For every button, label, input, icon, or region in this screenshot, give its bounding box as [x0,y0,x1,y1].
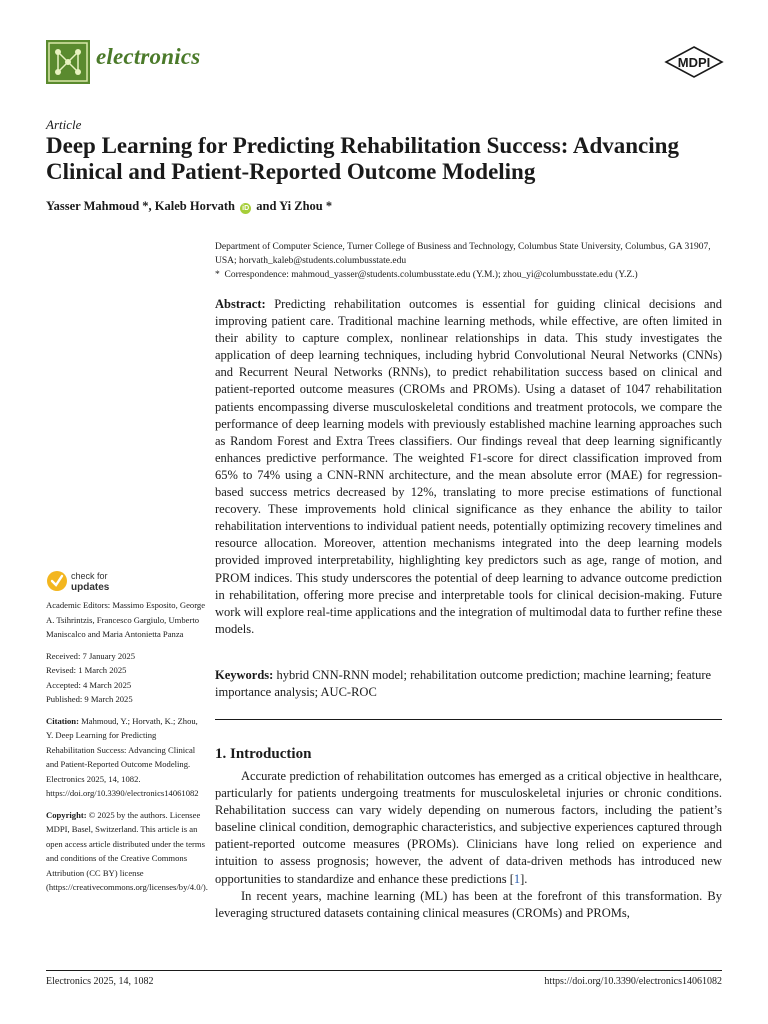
affiliation-block [215,240,725,282]
keywords-text: hybrid CNN-RNN model; rehabilitation outcome prediction; machine learning; feature importance analysis; AUC-ROC [215,668,712,699]
check-for-updates-badge[interactable] [46,568,166,594]
copyright-text: © 2025 by the authors. Licensee MDPI, Basel, Switzerland. This article is an open access article distributed under the terms and conditions of the Creative Commons Attribution (CC BY) license (https://creativecommons.org/licenses/by/4.0/). [46,809,208,892]
affiliation: Department of Computer Science, Turner College of Business and Technology, Columbus State University, Columbus, GA 31907, USA; horvath_kaleb@students.columbusstate.edu [215,242,711,266]
journal-logo-icon [46,40,90,84]
journal-name: electronics [96,44,201,69]
authors-part-1: Yasser Mahmoud *, Kaleb Horvath [46,199,236,213]
keywords [215,667,722,701]
article-info-sidebar [46,598,206,902]
abstract [215,296,722,638]
check-updates-line-1: check for [71,571,108,581]
publisher-name: MDPI [677,55,711,70]
copyright-label: Copyright: [46,809,87,820]
authors-part-2: and Yi Zhou * [256,199,333,213]
dates-block [46,649,206,707]
intro-p1-text: Accurate prediction of rehabilitation outcomes has emerged as a critical objective in healthcare, particularly for patients undergoing treatments for musculoskeletal injuries or chronic conditions. Rehabilitation success can vary widely depending on numerous factors, including the patient’s baseline clinical condition, demographic characteristics, and subjective experiences captured through patient-reported outcome measures (PROMs). Clinicians have long relied on experience and intuition to assess prognosis; however, the advent of data-driven methods has introduced new opportunities to standardize and enhance these predictions [215,769,722,886]
revised-date: Revised: 1 March 2025 [46,665,127,675]
copyright-block [46,808,206,895]
citation-link[interactable]: 1 [513,871,521,886]
citation-block [46,714,206,801]
paper-title: Deep Learning for Predicting Rehabilitation Success: Advancing Clinical and Patient-Reported Outcome Modeling [46,133,679,184]
citation-text: Mahmoud, Y.; Horvath, K.; Zhou, Y. Deep Learning for Predicting Rehabilitation Success: Advancing Clinical and Patient-Reported Outcome Modeling. Electronics 2025, 14, 1082. https://doi.org/10.3390/electronics14061082 [46,715,199,798]
orcid-icon[interactable]: iD [242,205,250,212]
received-date: Received: 7 January 2025 [46,650,136,661]
footer-journal-ref: Electronics 2025, 14, 1082 [46,976,154,987]
mdpi-logo-icon [664,46,724,78]
intro-paragraph-2: In recent years, machine learning (ML) has been at the forefront of this transformation. By leveraging structured datasets containing clinical measures (CROMs) and PROMs, [215,888,722,920]
keywords-label: Keywords: [215,668,274,682]
correspondence: * Correspondence: mahmoud_yasser@students.columbusstate.edu (Y.M.); zhou_yi@columbusstate.edu (Y.Z.) [215,270,638,280]
section-heading: 1. Introduction [215,746,312,762]
section-divider [215,719,722,720]
intro-paragraph-1: Accurate prediction of rehabilitation outcomes has emerged as a critical objective in healthcare, particularly for patients undergoing treatments for musculoskeletal injuries or chronic conditions. Rehabilitation success can vary widely depending on numerous factors, including the patient’s baseline clinical condition, demographic characteristics, and subjective experiences captured through patient-reported outcome measures (PROMs). Clinicians have long relied on experience and intuition to assess prognosis; however, the advent of data-driven methods has introduced new opportunities to standardize and enhance these predictions [1]. [215,769,722,886]
accepted-date: Accepted: 4 March 2025 [46,679,132,690]
abstract-text: Predicting rehabilitation outcomes is essential for guiding clinical decisions and improving patient care. Traditional machine learning methods, while effective, are often limited in their ability to capture complex, nonlinear relationships in data. This study investigates the application of deep learning techniques, including hybrid Convolutional Neural Networks (CNNs) and Recurrent Neural Networks (RNNs), to predict rehabilitation success based on clinical and patient-reported outcome measures (CROMs and PROMs). Using a dataset of 1047 rehabilitation patients encompassing diverse musculoskeletal conditions and treatment protocols, we compare the performance of deep learning models with previously established machine learning approaches such as Random Forest and Extra Trees classifiers. Our findings reveal that deep learning significantly enhances predictive performance. The weighted F1-score for direct classification improved from 65% to 74% using a CNN-RNN architecture, and the mean absolute error (MAE) for regression-based success metrics decreased by 12%, translating to more precise estimations of functional recovery. These improvements hold clinical significance as they enhance the ability to tailor rehabilitation interventions to individual patient needs, potentially optimizing recovery timelines and resource allocation. Moreover, attention mechanisms integrated into the deep learning models provided improved interpretability, highlighting key predictors such as age, range of motion, and PROM indices. This study underscores the potential of deep learning to advance outcome prediction in rehabilitation, offering more precise and interpretable tools for clinical decision-making. Future work will explore real-time applications and the integration of multimodal data to further refine these models. [215,297,723,636]
check-updates-line-2: updates [71,582,110,593]
published-date: Published: 9 March 2025 [46,694,133,704]
footer-divider [46,970,722,971]
academic-editors: Academic Editors: Massimo Esposito, George A. Tsihrintzis, Francesco Gargiulo, Umberto Maniscalco and Maria Antonietta Panza [46,600,206,639]
author-list [46,199,332,214]
article-type: Article [46,117,82,132]
introduction-body [215,768,722,922]
footer-doi-link[interactable]: https://doi.org/10.3390/electronics14061082 [544,976,722,987]
citation-label: Citation: [46,715,79,726]
abstract-label: Abstract: [215,297,266,311]
